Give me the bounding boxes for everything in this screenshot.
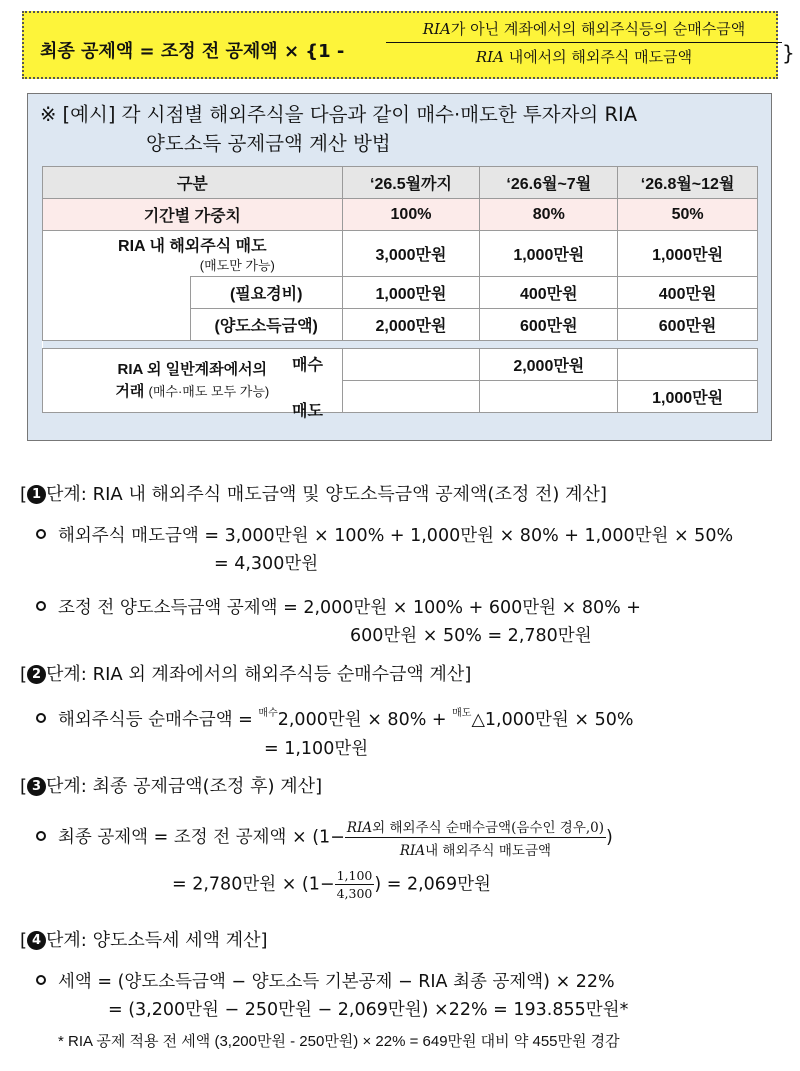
step3-number-icon: 3	[27, 777, 46, 796]
step1-title: [ 1 단계: RIA 내 해외주식 매도금액 및 양도소득금액 공제액(조정 전) 계산]	[20, 484, 607, 505]
formula-lhs: 최종 공제액 = 조정 전 공제액 × {1 -	[40, 41, 345, 62]
bullet-icon	[36, 529, 46, 539]
formula-numerator: RIA가 아닌 계좌에서의 해외주식등의 순매수금액	[386, 18, 782, 43]
general-buy-row: RIA 외 일반계좌에서의 거래 (매수·매도 모두 가능) 2,000만원	[43, 349, 758, 381]
step1-line1b: = 4,300만원	[214, 554, 319, 574]
ria-sale-row: RIA 내 해외주식 매도 (매도만 가능) 3,000만원 1,000만원 1,000만원	[43, 231, 758, 277]
step4-number-icon: 4	[27, 931, 46, 950]
step3-line2: = 2,780만원 × (1− $\frac{1,100}{4,300}$ ) = 2,069만원	[172, 868, 491, 901]
step3-fraction: $\frac{\text{RIA외 해외주식 순매수금액(음수인 경우,0)}}{\text{RIA내 해외주식 매도금액}}$	[345, 816, 606, 859]
expense-row: (필요경비) 1,000만원 400만원 400만원	[43, 277, 758, 309]
bullet-icon	[36, 713, 46, 723]
step4-title: [ 4 단계: 양도소득세 세액 계산]	[20, 930, 268, 951]
weight-row: 기간별 가중치 100% 80% 50%	[43, 199, 758, 231]
step2-title: [ 2 단계: RIA 외 계좌에서의 해외주식등 순매수금액 계산]	[20, 664, 472, 685]
formula-denominator: RIA 내에서의 해외주식 매도금액	[475, 48, 693, 66]
step3-title: [ 3 단계: 최종 공제금액(조정 후) 계산]	[20, 776, 323, 797]
step3-fraction-2: $\frac{1,100}{4,300}$	[336, 868, 373, 901]
step2-line1b: = 1,100만원	[264, 739, 369, 759]
header-cell: ‘26.5월까지	[342, 167, 480, 199]
step4-line1: 세액 = (양도소득금액 − 양도소득 기본공제 − RIA 최종 공제액) × 22%	[36, 968, 615, 993]
trade-label-buy: 매수	[292, 357, 323, 374]
general-account-label: RIA 외 일반계좌에서의 거래 (매수·매도 모두 가능)	[43, 349, 343, 413]
step2-line1: 해외주식등 순매수금액 = $^{매수}$2,000만원 × 80% + $^{매도}$△1,000만원 × 50%	[36, 706, 634, 731]
bullet-icon	[36, 831, 46, 841]
example-title: ※ [예시] 각 시점별 해외주식을 다음과 같이 매수·매도한 투자자의 RIA 양도소득 공제금액 계산 방법	[40, 103, 638, 155]
header-cell: ‘26.8월~12월	[618, 167, 758, 199]
formula-close-brace: }	[782, 41, 795, 65]
example-panel	[27, 93, 772, 441]
example-table	[42, 166, 758, 413]
bullet-icon	[36, 975, 46, 985]
step1-line2: 조정 전 양도소득금액 공제액 = 2,000만원 × 100% + 600만원 × 80% +	[36, 594, 641, 619]
footnote: * RIA 공제 적용 전 세액 (3,200만원 - 250만원) × 22% = 649만원 대비 약 455만원 경감	[58, 1033, 620, 1050]
step1-line2b: 600만원 × 50% = 2,780만원	[350, 626, 592, 646]
step4-line2: = (3,200만원 − 250만원 − 2,069만원) ×22% = 193.855만원*	[108, 1000, 629, 1020]
header-cell: 구분	[43, 167, 343, 199]
gain-row: (양도소득금액) 2,000만원 600만원 600만원	[43, 309, 758, 341]
step1-line1: 해외주식 매도금액 = 3,000만원 × 100% + 1,000만원 × 80% + 1,000만원 × 50%	[36, 522, 733, 547]
bullet-icon	[36, 601, 46, 611]
step1-number-icon: 1	[27, 485, 46, 504]
formula-fraction	[386, 18, 782, 67]
step2-number-icon: 2	[27, 665, 46, 684]
header-cell: ‘26.6월~7월	[480, 167, 618, 199]
ria-sale-label: RIA 내 해외주식 매도 (매도만 가능)	[43, 231, 343, 277]
step3-line1: 최종 공제액 = 조정 전 공제액 × (1− $\frac{\text{RIA외 해외주식 순매수금액(음수인 경우,0)}}{\text{RIA내 해외주식 매도금액}}$ )	[36, 816, 613, 859]
formula-box	[22, 11, 795, 79]
trade-label-sell: 매도	[292, 403, 323, 420]
general-sell-row: 1,000만원	[43, 381, 758, 413]
table-header-row	[43, 167, 758, 199]
